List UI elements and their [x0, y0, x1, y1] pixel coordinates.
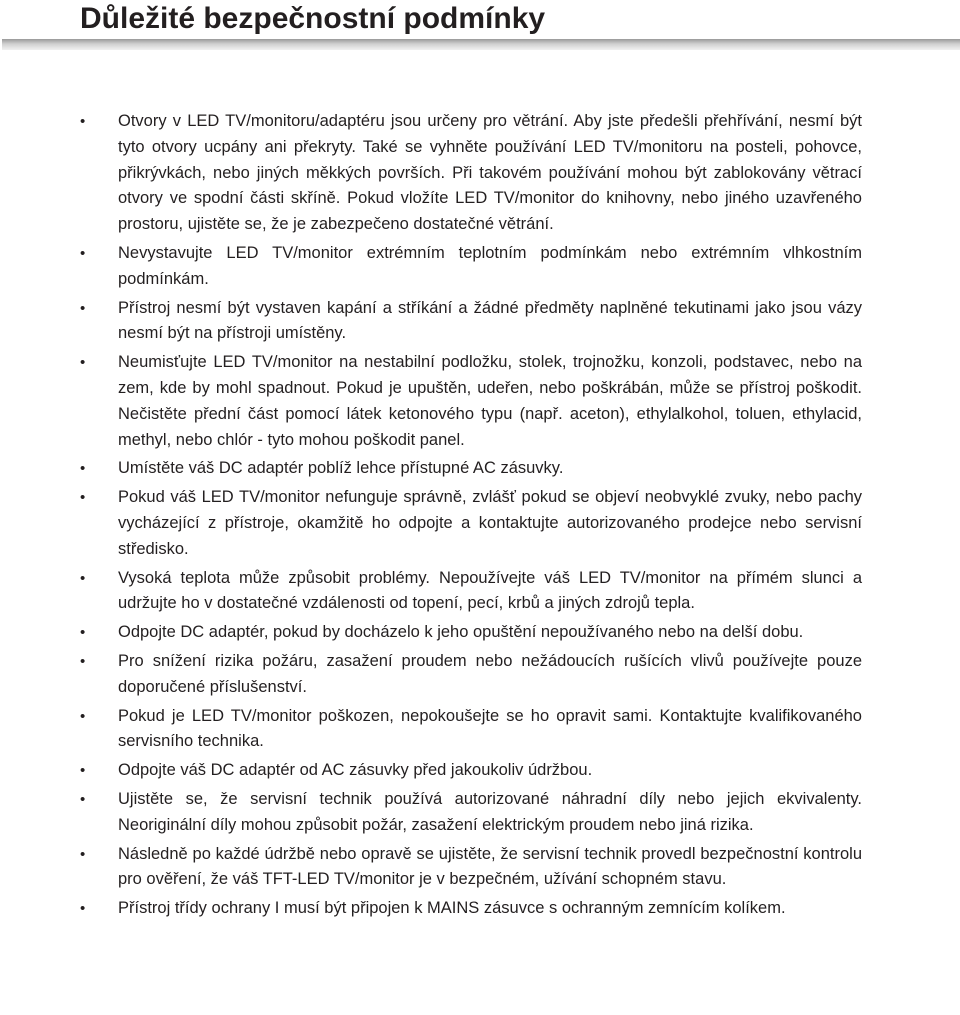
- bullet-icon: •: [80, 652, 86, 670]
- list-item-text: Nevystavujte LED TV/monitor extrémním teplotním podmínkám nebo extrémním vlhkostním podmínkám.: [118, 243, 862, 288]
- title-underline-bar: [2, 39, 960, 50]
- list-item-protection-class: [80, 896, 862, 922]
- list-item-adapter-location: [80, 456, 862, 482]
- list-item-text: Pro snížení rizika požáru, zasažení proudem nebo nežádoucích rušících vlivů používejte pouze doporučené příslušenství.: [118, 651, 862, 696]
- bullet-icon: •: [80, 299, 86, 317]
- list-item-text: Odpojte váš DC adaptér od AC zásuvky před jakoukoliv údržbou.: [118, 761, 593, 780]
- list-item-unplug-maintenance: [80, 758, 862, 784]
- list-item-text: Otvory v LED TV/monitoru/adaptéru jsou určeny pro větrání. Aby jste předešli přehřívání, nesmí být tyto otvory ucpány ani překryty. Také se vyhněte používání LED TV/monitoru na posteli, pohovce, přikrývkách, nebo jiných měkkých površích. Při takovém používání mohou být zablokovány větrací otvory ve spodní části skříně. Pokud vložíte LED TV/monitor do knihovny, nebo jiného uzavřeného prostoru, ujistěte se, že je zabezpečeno dostatečné větrání.: [118, 112, 862, 234]
- list-item-text: Neumisťujte LED TV/monitor na nestabilní podložku, stolek, trojnožku, konzoli, podstavec, nebo na zem, kde by mohl spadnout. Pokud je upuštěn, udeřen, nebo poškrábán, může se přístroj poškodit. Nečistěte přední část pomocí látek ketonového typu (např. aceton), ethylalkohol, toluen, ethylacid, methyl, nebo chlór - tyto mohou poškodit panel.: [118, 353, 862, 449]
- list-item-liquids: [80, 296, 862, 348]
- bullet-icon: •: [80, 707, 86, 725]
- list-item-safety-check: [80, 842, 862, 894]
- bullet-icon: •: [80, 790, 86, 808]
- list-item-spare-parts: [80, 787, 862, 839]
- bullet-icon: •: [80, 244, 86, 262]
- list-item-placement: [80, 350, 862, 453]
- list-item-text: Umístěte váš DC adaptér poblíž lehce přístupné AC zásuvky.: [118, 459, 564, 478]
- bullet-icon: •: [80, 900, 86, 918]
- list-item-text: Přístroj nesmí být vystaven kapání a stříkání a žádné předměty naplněné tekutinami jako jsou vázy nesmí být na přístroji umístěny.: [118, 298, 862, 343]
- list-item-damage: [80, 704, 862, 756]
- list-item-text: Následně po každé údržbě nebo opravě se ujistěte, že servisní technik provedl bezpečnostní kontrolu pro ověření, že váš TFT-LED TV/monitor je v bezpečném, užívání schopném stavu.: [118, 844, 862, 889]
- bullet-icon: •: [80, 569, 86, 587]
- safety-instructions-list: [80, 109, 862, 925]
- list-item-text: Pokud je LED TV/monitor poškozen, nepokoušejte se ho opravit sami. Kontaktujte kvalifikovaného servisního technika.: [118, 706, 862, 751]
- list-item-ventilation: [80, 109, 862, 238]
- list-item-accessories: [80, 649, 862, 701]
- list-item-text: Odpojte DC adaptér, pokud by docházelo k jeho opuštění nepoužívaného nebo na delší dobu.: [118, 623, 804, 642]
- list-item-unplug-unused: [80, 620, 862, 646]
- bullet-icon: •: [80, 845, 86, 863]
- page-title: Důležité bezpečnostní podmínky: [80, 2, 546, 35]
- list-item-extreme-conditions: [80, 241, 862, 293]
- bullet-icon: •: [80, 489, 86, 507]
- list-item-text: Přístroj třídy ochrany I musí být připojen k MAINS zásuvce s ochranným zemnícím kolíkem.: [118, 899, 786, 918]
- bullet-icon: •: [80, 113, 86, 130]
- bullet-icon: •: [80, 624, 86, 642]
- bullet-icon: •: [80, 460, 86, 478]
- list-item-text: Vysoká teplota může způsobit problémy. Nepoužívejte váš LED TV/monitor na přímém slunci a udržujte ho v dostatečné vzdálenosti od topení, pecí, krbů a jiných zdrojů tepla.: [118, 568, 862, 613]
- list-item-high-temperature: [80, 566, 862, 618]
- list-item-malfunction: [80, 485, 862, 562]
- bullet-icon: •: [80, 762, 86, 780]
- list-item-text: Ujistěte se, že servisní technik používá autorizované náhradní díly nebo jejich ekvivalenty. Neoriginální díly mohou způsobit požár, zasažení elektrickým proudem nebo jiná rizika.: [118, 789, 862, 834]
- bullet-icon: •: [80, 354, 86, 372]
- list-item-text: Pokud váš LED TV/monitor nefunguje správně, zvlášť pokud se objeví neobvyklé zvuky, nebo pachy vycházející z přístroje, okamžitě ho odpojte a kontaktujte autorizovaného prodejce nebo servisní středisko.: [118, 488, 862, 558]
